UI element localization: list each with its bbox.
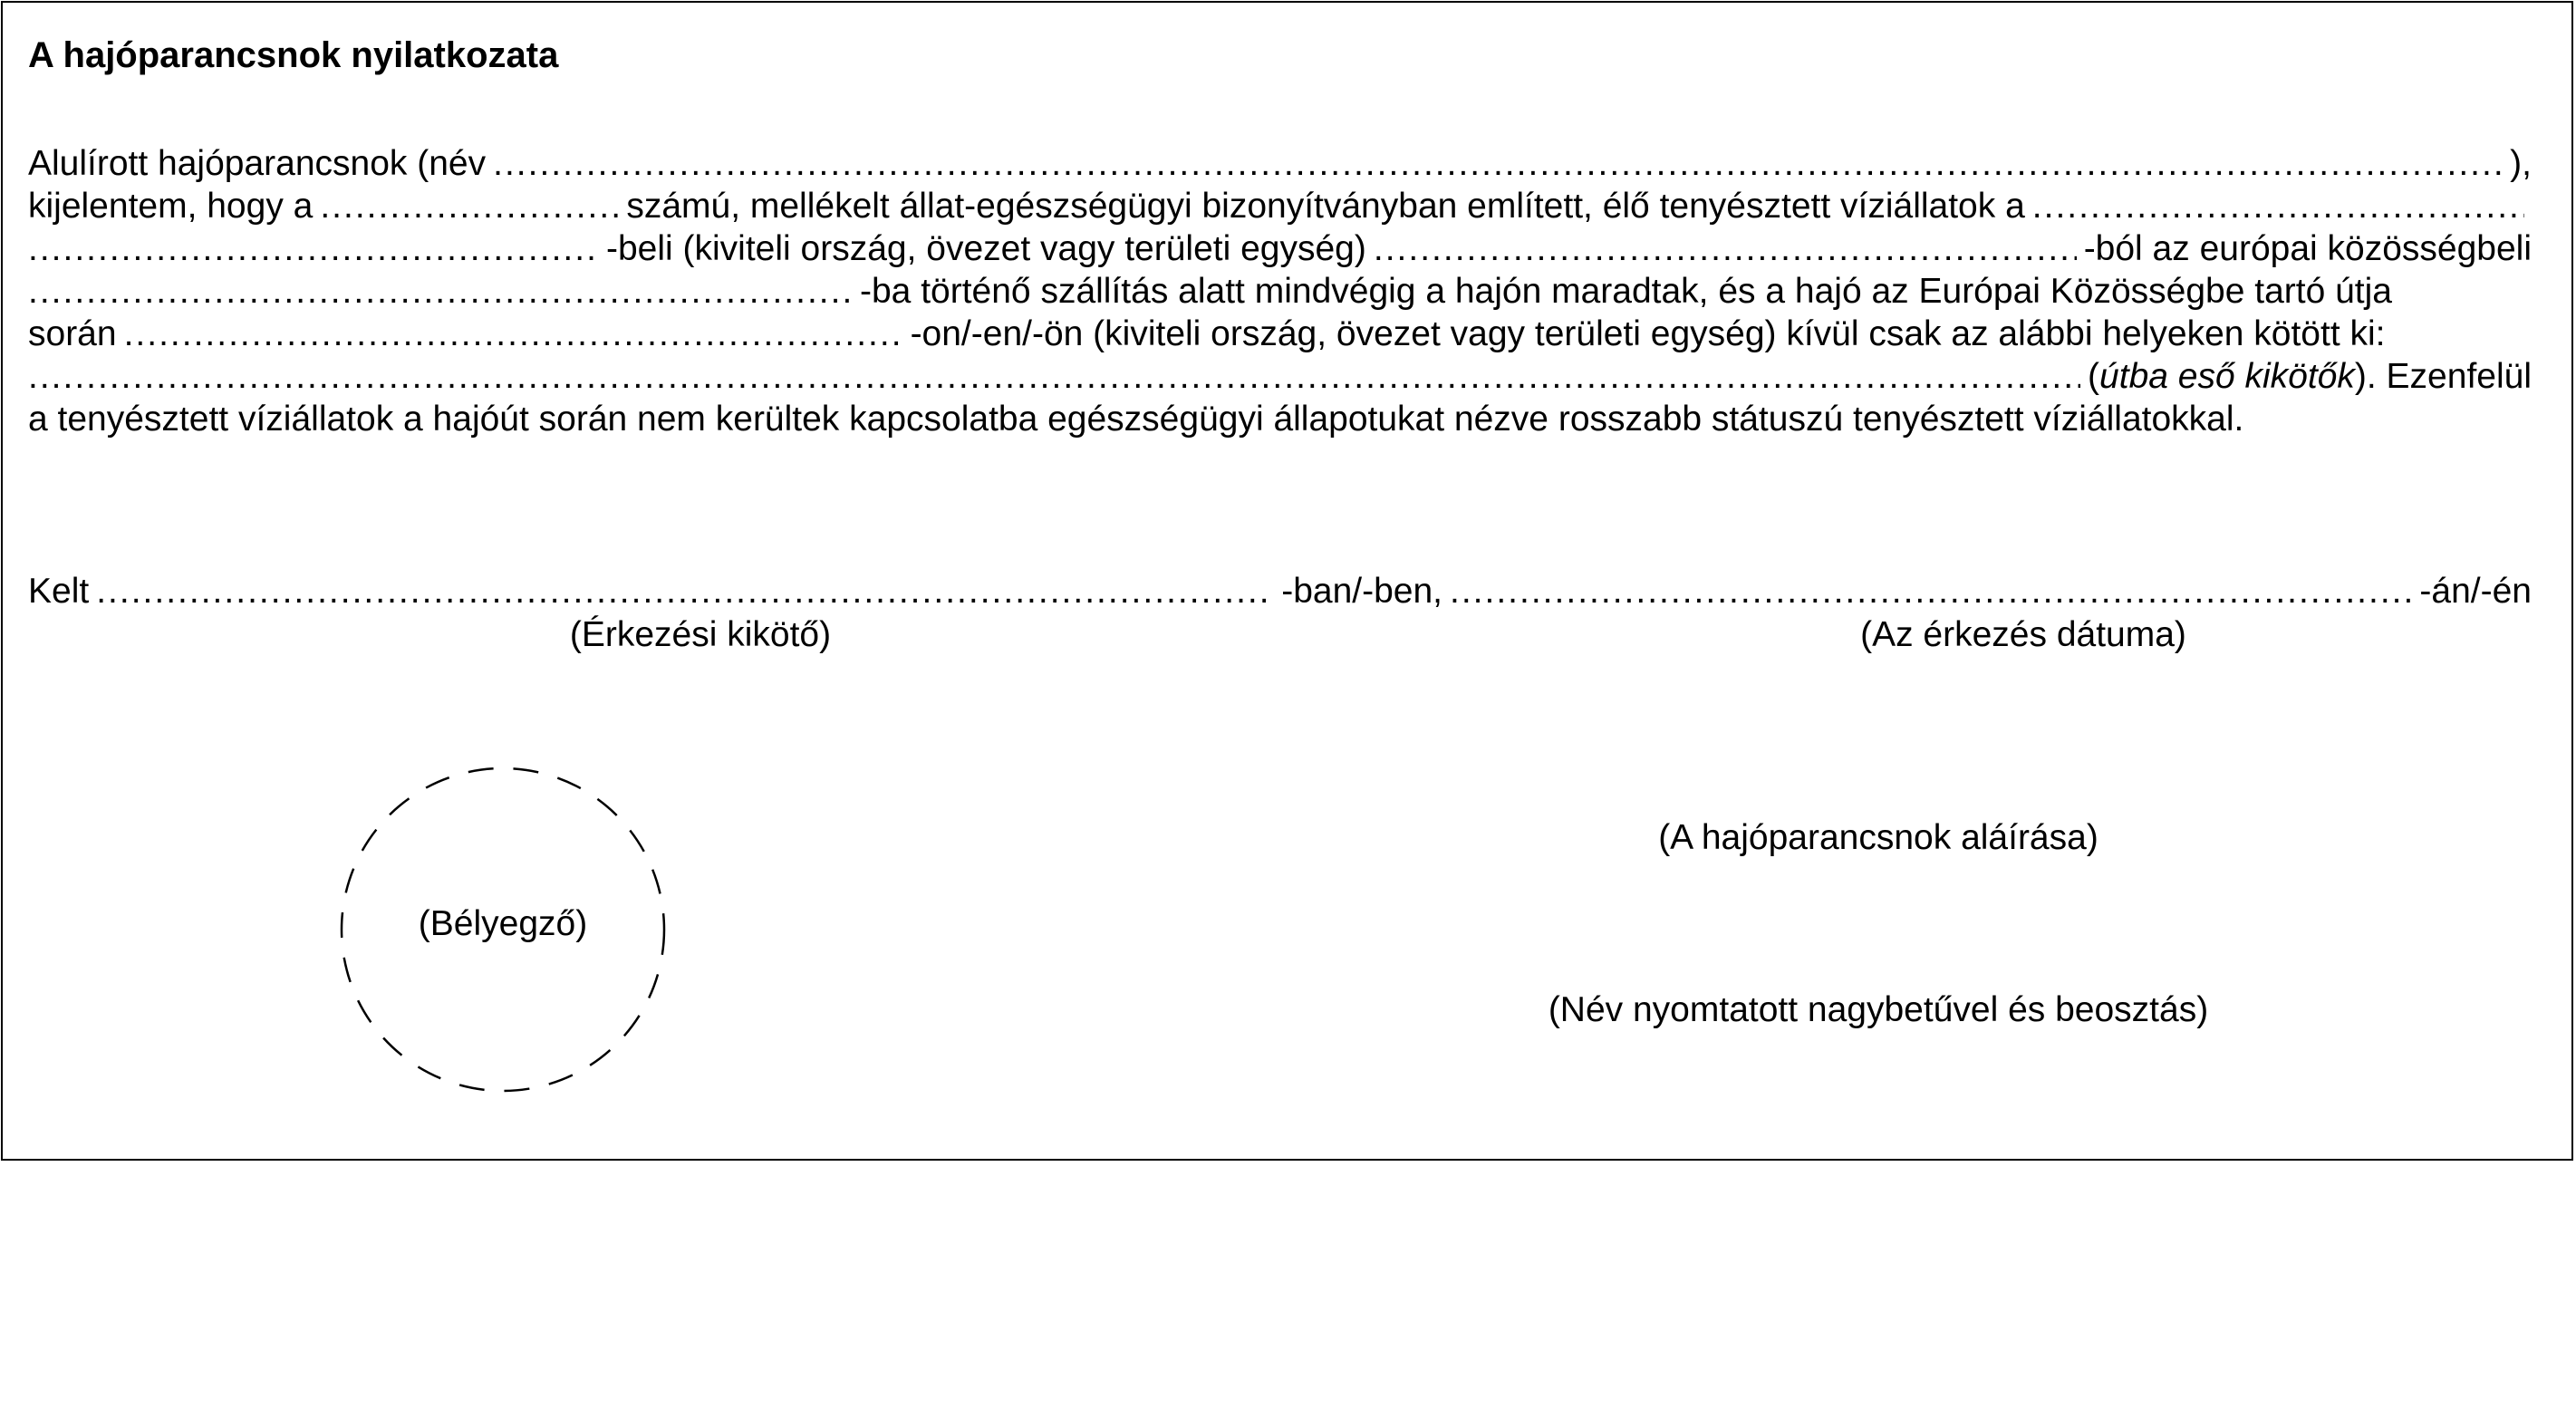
- line-6-end: ). Ezenfelül: [2354, 357, 2532, 396]
- stamp-area: [340, 767, 666, 1093]
- declaration-line-1: [28, 144, 2532, 186]
- declaration-frame: [1, 1, 2573, 1161]
- destination-blank[interactable]: [2032, 187, 2524, 227]
- line-6-open: (: [2088, 357, 2100, 396]
- ports-of-call-blank[interactable]: [28, 357, 2080, 397]
- line-1-text: Alulírott hajóparancsnok (név: [28, 144, 487, 183]
- line-1-end: ),: [2510, 144, 2532, 183]
- kelt-mid: -ban/-ben,: [1281, 572, 1442, 611]
- line-3-end: -ból az európai közösségbeli: [2083, 229, 2532, 268]
- line-3-text: -beli (kiviteli ország, övezet vagy területi egység): [606, 229, 1366, 268]
- declaration-line-3: [28, 229, 2532, 271]
- name-blank[interactable]: [493, 144, 2503, 184]
- line-5-end: -on/-en/-ön (kiviteli ország, övezet vagy területi egység) kívül csak az alábbi helyeken kötött ki:: [910, 314, 2386, 353]
- line-2-mid: számú, mellékelt állat-egészségügyi bizonyítványban említett, élő tenyésztett víziállatok a: [626, 187, 2025, 226]
- ports-of-call-label: útba eső kikötők: [2099, 357, 2355, 396]
- declaration-line-6: [28, 357, 2532, 399]
- kelt-label: Kelt: [28, 572, 90, 611]
- line-5-text: során: [28, 314, 117, 353]
- country-blank[interactable]: [124, 314, 903, 354]
- line-4-text: -ba történő szállítás alatt mindvégig a hajón maradtak, és a hajó az Európai Közösségbe tartó útja: [860, 272, 2392, 311]
- declaration-line-7: [28, 400, 2532, 441]
- arrival-port-blank[interactable]: [96, 572, 1274, 612]
- line-7-text: a tenyésztett víziállatok a hajóút során nem kerültek kapcsolatba egészségügyi állapotukat nézve rosszabb státuszú tenyésztett víziállatokkal.: [28, 400, 2244, 439]
- arrival-port-caption: (Érkezési kikötő): [569, 615, 832, 654]
- export-country-blank[interactable]: [28, 229, 599, 269]
- page-title: A hajóparancsnok nyilatkozata: [28, 35, 559, 75]
- arrival-date-caption: (Az érkezés dátuma): [1860, 615, 2186, 654]
- community-destination-blank[interactable]: [28, 272, 853, 312]
- declaration-line-5: [28, 314, 2532, 356]
- declaration-line-4: [28, 272, 2532, 313]
- kelt-line: [28, 572, 2532, 613]
- name-caption: (Név nyomtatott nagybetűvel és beosztás): [1548, 990, 2209, 1029]
- stamp-label: (Bélyegző): [418, 904, 588, 943]
- line-2-text: kijelentem, hogy a: [28, 187, 314, 226]
- kelt-end: -án/-én: [2419, 572, 2532, 611]
- arrival-date-blank[interactable]: [1450, 572, 2412, 612]
- declaration-line-2: [28, 187, 2532, 228]
- signature-caption: (A hajóparancsnok aláírása): [1658, 818, 2098, 857]
- certificate-number-blank[interactable]: [320, 187, 619, 227]
- origin-blank[interactable]: [1374, 229, 2077, 269]
